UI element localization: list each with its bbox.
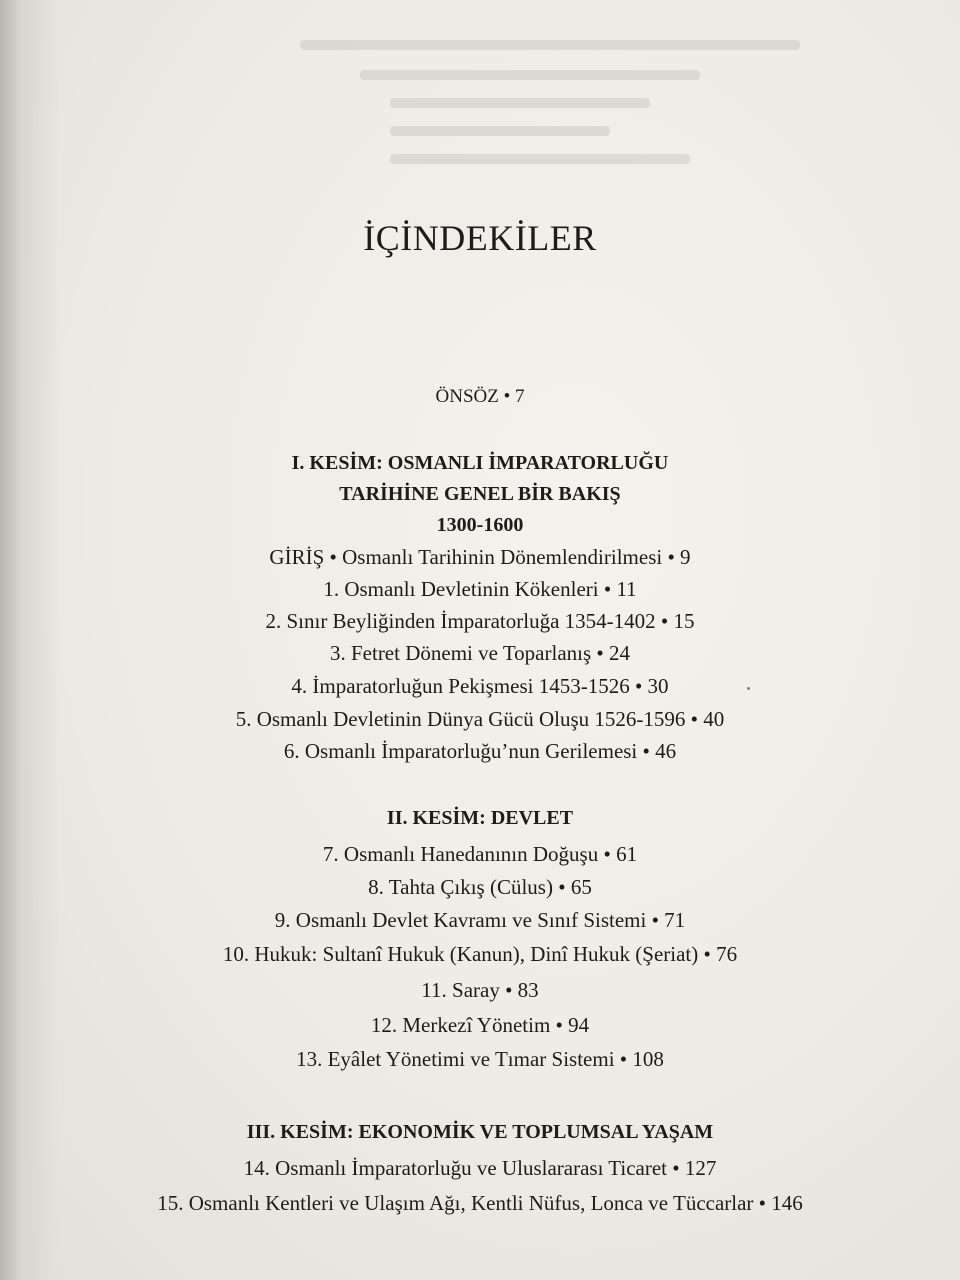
toc-entry: 2. Sınır Beyliğinden İmparatorluğa 1354-1402 • 15 [265, 609, 695, 633]
toc-entry: 11. Saray • 83 [421, 978, 539, 1002]
toc-entry: 14. Osmanlı İmparatorluğu ve Uluslararası Ticaret • 127 [243, 1156, 717, 1180]
toc-entry: 15. Osmanlı Kentleri ve Ulaşım Ağı, Kentli Nüfus, Lonca ve Tüccarlar • 146 [157, 1191, 803, 1215]
ink-speck [747, 687, 750, 690]
toc-entry: 1. Osmanlı Devletinin Kökenleri • 11 [323, 577, 637, 601]
section-heading: III. KESİM: EKONOMİK VE TOPLUMSAL YAŞAM [246, 1121, 714, 1143]
toc-entry: 7. Osmanlı Hanedanının Doğuşu • 61 [322, 842, 638, 866]
toc-entry: 6. Osmanlı İmparatorluğu’nun Gerilemesi • 46 [283, 739, 677, 763]
toc-entry: 9. Osmanlı Devlet Kavramı ve Sınıf Sistemi • 71 [274, 908, 686, 932]
toc-entry: 13. Eyâlet Yönetimi ve Tımar Sistemi • 108 [296, 1047, 664, 1071]
section-heading: 1300-1600 [436, 514, 524, 536]
toc-entry: 4. İmparatorluğun Pekişmesi 1453-1526 • 30 [291, 674, 669, 698]
section-heading: TARİHİNE GENEL BİR BAKIŞ [339, 483, 621, 505]
section-heading: II. KESİM: DEVLET [386, 807, 574, 829]
toc-entry-onsoz: ÖNSÖZ • 7 [435, 386, 525, 407]
page-title: İÇİNDEKİLER [363, 218, 597, 258]
toc-entry: GİRİŞ • Osmanlı Tarihinin Dönemlendirilmesi • 9 [269, 545, 691, 569]
toc-entry: 8. Tahta Çıkış (Cülus) • 65 [368, 875, 592, 899]
toc-entry: 12. Merkezî Yönetim • 94 [370, 1013, 590, 1037]
toc-entry: 3. Fetret Dönemi ve Toparlanış • 24 [329, 641, 631, 665]
toc-entry: 5. Osmanlı Devletinin Dünya Gücü Oluşu 1526-1596 • 40 [235, 707, 725, 731]
toc-entry: 10. Hukuk: Sultanî Hukuk (Kanun), Dinî Hukuk (Şeriat) • 76 [222, 942, 738, 966]
section-heading: I. KESİM: OSMANLI İMPARATORLUĞU [291, 452, 669, 474]
